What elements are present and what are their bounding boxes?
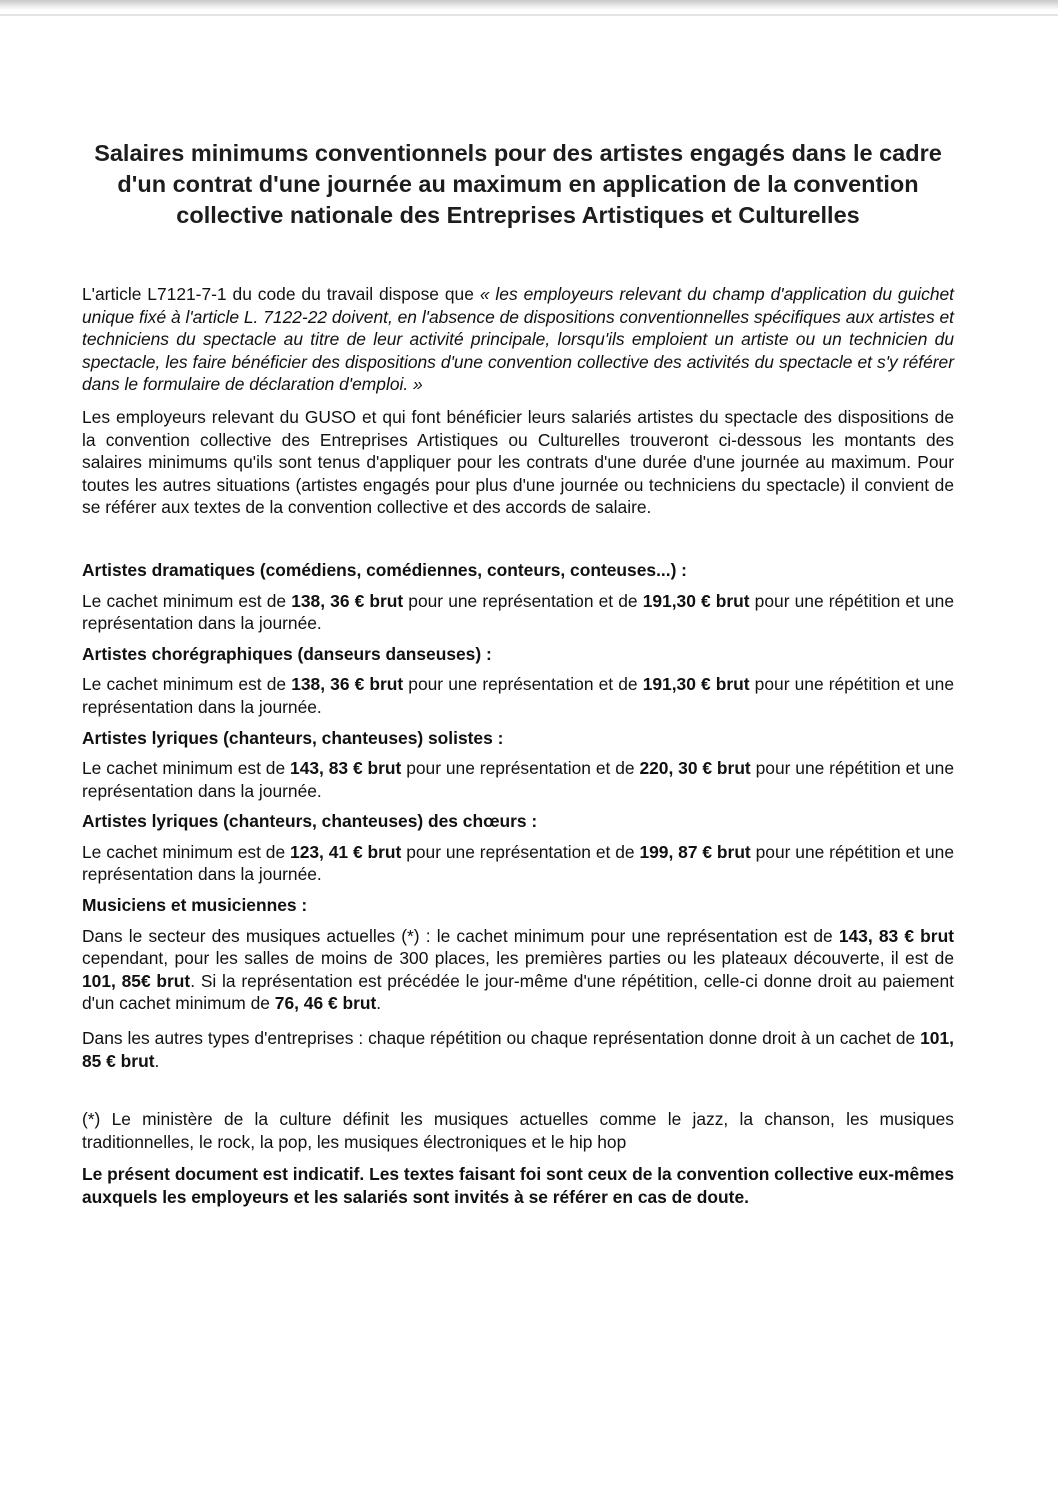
section-title-dramatiques: Artistes dramatiques (comédiens, comédiennes, conteurs, conteuses...) : (82, 559, 687, 580)
section-title-lyriques-choeurs: Artistes lyriques (chanteurs, chanteuses) des chœurs : (82, 811, 538, 832)
section-body-lyriques-solistes (82, 757, 954, 802)
body-text: pour une représentation et de (401, 758, 640, 779)
document-page (82, 138, 954, 1209)
amount-repetition: 199, 87 € brut (639, 841, 751, 862)
disclaimer: Le présent document est indicatif. Les textes faisant foi sont ceux de la convention collective eux-mêmes auxquels les employeurs et les salariés sont invités à se référer en cas de doute. (82, 1164, 954, 1207)
intro-paragraph (82, 283, 954, 396)
body-text: Dans les autres types d'entreprises : chaque répétition ou chaque représentation donne droit à un cachet de (82, 1028, 921, 1049)
amount-representation: 123, 41 € brut (290, 841, 402, 862)
amount-representation: 138, 36 € brut (291, 590, 404, 611)
body-text: Dans le secteur des musiques actuelles (*) : le cachet minimum pour une représentation est de (82, 925, 839, 946)
body-text: pour une répétition et une représentation dans la journée. (82, 758, 954, 801)
body-text: pour une répétition et une représentation dans la journée. (82, 841, 954, 885)
body-text: pour une représentation et de (403, 674, 643, 695)
section-title-choregraphiques: Artistes chorégraphiques (danseurs danseuses) : (82, 643, 492, 664)
body-text: . Si la représentation est précédée le jour-même d'une répétition, celle-ci donne droit au paiement d'un cachet minimum de (82, 970, 954, 1014)
section-body-dramatiques (82, 590, 954, 635)
footnote: (*) Le ministère de la culture définit les musiques actuelles comme le jazz, la chanson, les musiques traditionnelles, le rock, la pop, les musiques électroniques et le hip hop (82, 1109, 954, 1152)
amount-petites-salles: 101, 85€ brut (82, 970, 191, 991)
section-body-lyriques-choeurs (82, 841, 954, 886)
body-text: . (154, 1050, 160, 1071)
body-text: Le cachet minimum est de (82, 590, 292, 611)
body-text: pour une répétition et une représentation dans la journée. (82, 590, 954, 634)
amount-repetition: 76, 46 € brut (274, 993, 377, 1014)
amount-repetition: 191,30 € brut (642, 590, 750, 611)
section-body-musiques-actuelles (82, 925, 954, 1015)
body-text: . (376, 993, 382, 1014)
amount-repetition: 220, 30 € brut (639, 758, 751, 779)
body-text: Le cachet minimum est de (82, 674, 292, 695)
section-title-lyriques-solistes: Artistes lyriques (chanteurs, chanteuses) solistes : (82, 727, 504, 748)
body-text: pour une répétition et une représentation dans la journée. (82, 674, 954, 717)
intro-quote: « les employeurs relevant du champ d'application du guichet unique fixé à l'article L. 7122-22 doivent, en l'absence de dispositions conventionnelles spécifiques aux artistes et techniciens du spectacle au titre de leur activité principale, lorsqu'ils emploient un artiste ou un technicien du spectacle, les faire bénéficier des dispositions d'une convention collective des activités du spectacle et s'y référer dans le formulaire de déclaration d'emploi. » (82, 284, 954, 395)
amount-representation: 143, 83 € brut (838, 925, 954, 946)
scan-top-edge (0, 0, 1058, 10)
intro-lead: L'article L7121-7-1 du code du travail dispose que (82, 284, 480, 304)
intro-paragraph-2: Les employeurs relevant du GUSO et qui font bénéficier leurs salariés artistes du spectacle des dispositions de la convention collective des Entreprises Artistiques ou Culturelles trouveront ci-dessous les montants des salaires minimums qu'ils sont tenus d'appliquer pour les contrats d'une durée d'une journée au maximum. Pour toutes les autres situations (artistes engagés pour plus d'une journée ou techniciens du spectacle) il convient de se référer aux textes de la convention collective et des accords de salaire. (82, 406, 954, 518)
section-body-autres-entreprises (82, 1027, 954, 1072)
body-text: cependant, pour les salles de moins de 300 places, les premières parties ou les plateaux découverte, il est de (82, 948, 954, 969)
section-body-choregraphiques (82, 673, 954, 718)
body-text: pour une représentation et de (401, 841, 640, 862)
body-text: pour une représentation et de (403, 590, 643, 611)
section-title-musiciens: Musiciens et musiciennes : (82, 895, 308, 916)
body-text: Le cachet minimum est de (82, 841, 291, 862)
amount-representation: 138, 36 € brut (291, 674, 404, 695)
body-text: Le cachet minimum est de (82, 758, 291, 779)
amount-repetition: 191,30 € brut (642, 674, 750, 695)
document-title: Salaires minimums conventionnels pour des artistes engagés dans le cadre d'un contrat d'une journée au maximum en application de la convention collective nationale des Entreprises Artistiques et Culturelles (94, 140, 942, 228)
scan-top-line (0, 14, 1058, 16)
amount-cachet: 101, 85 € brut (82, 1028, 954, 1071)
amount-representation: 143, 83 € brut (290, 758, 402, 779)
